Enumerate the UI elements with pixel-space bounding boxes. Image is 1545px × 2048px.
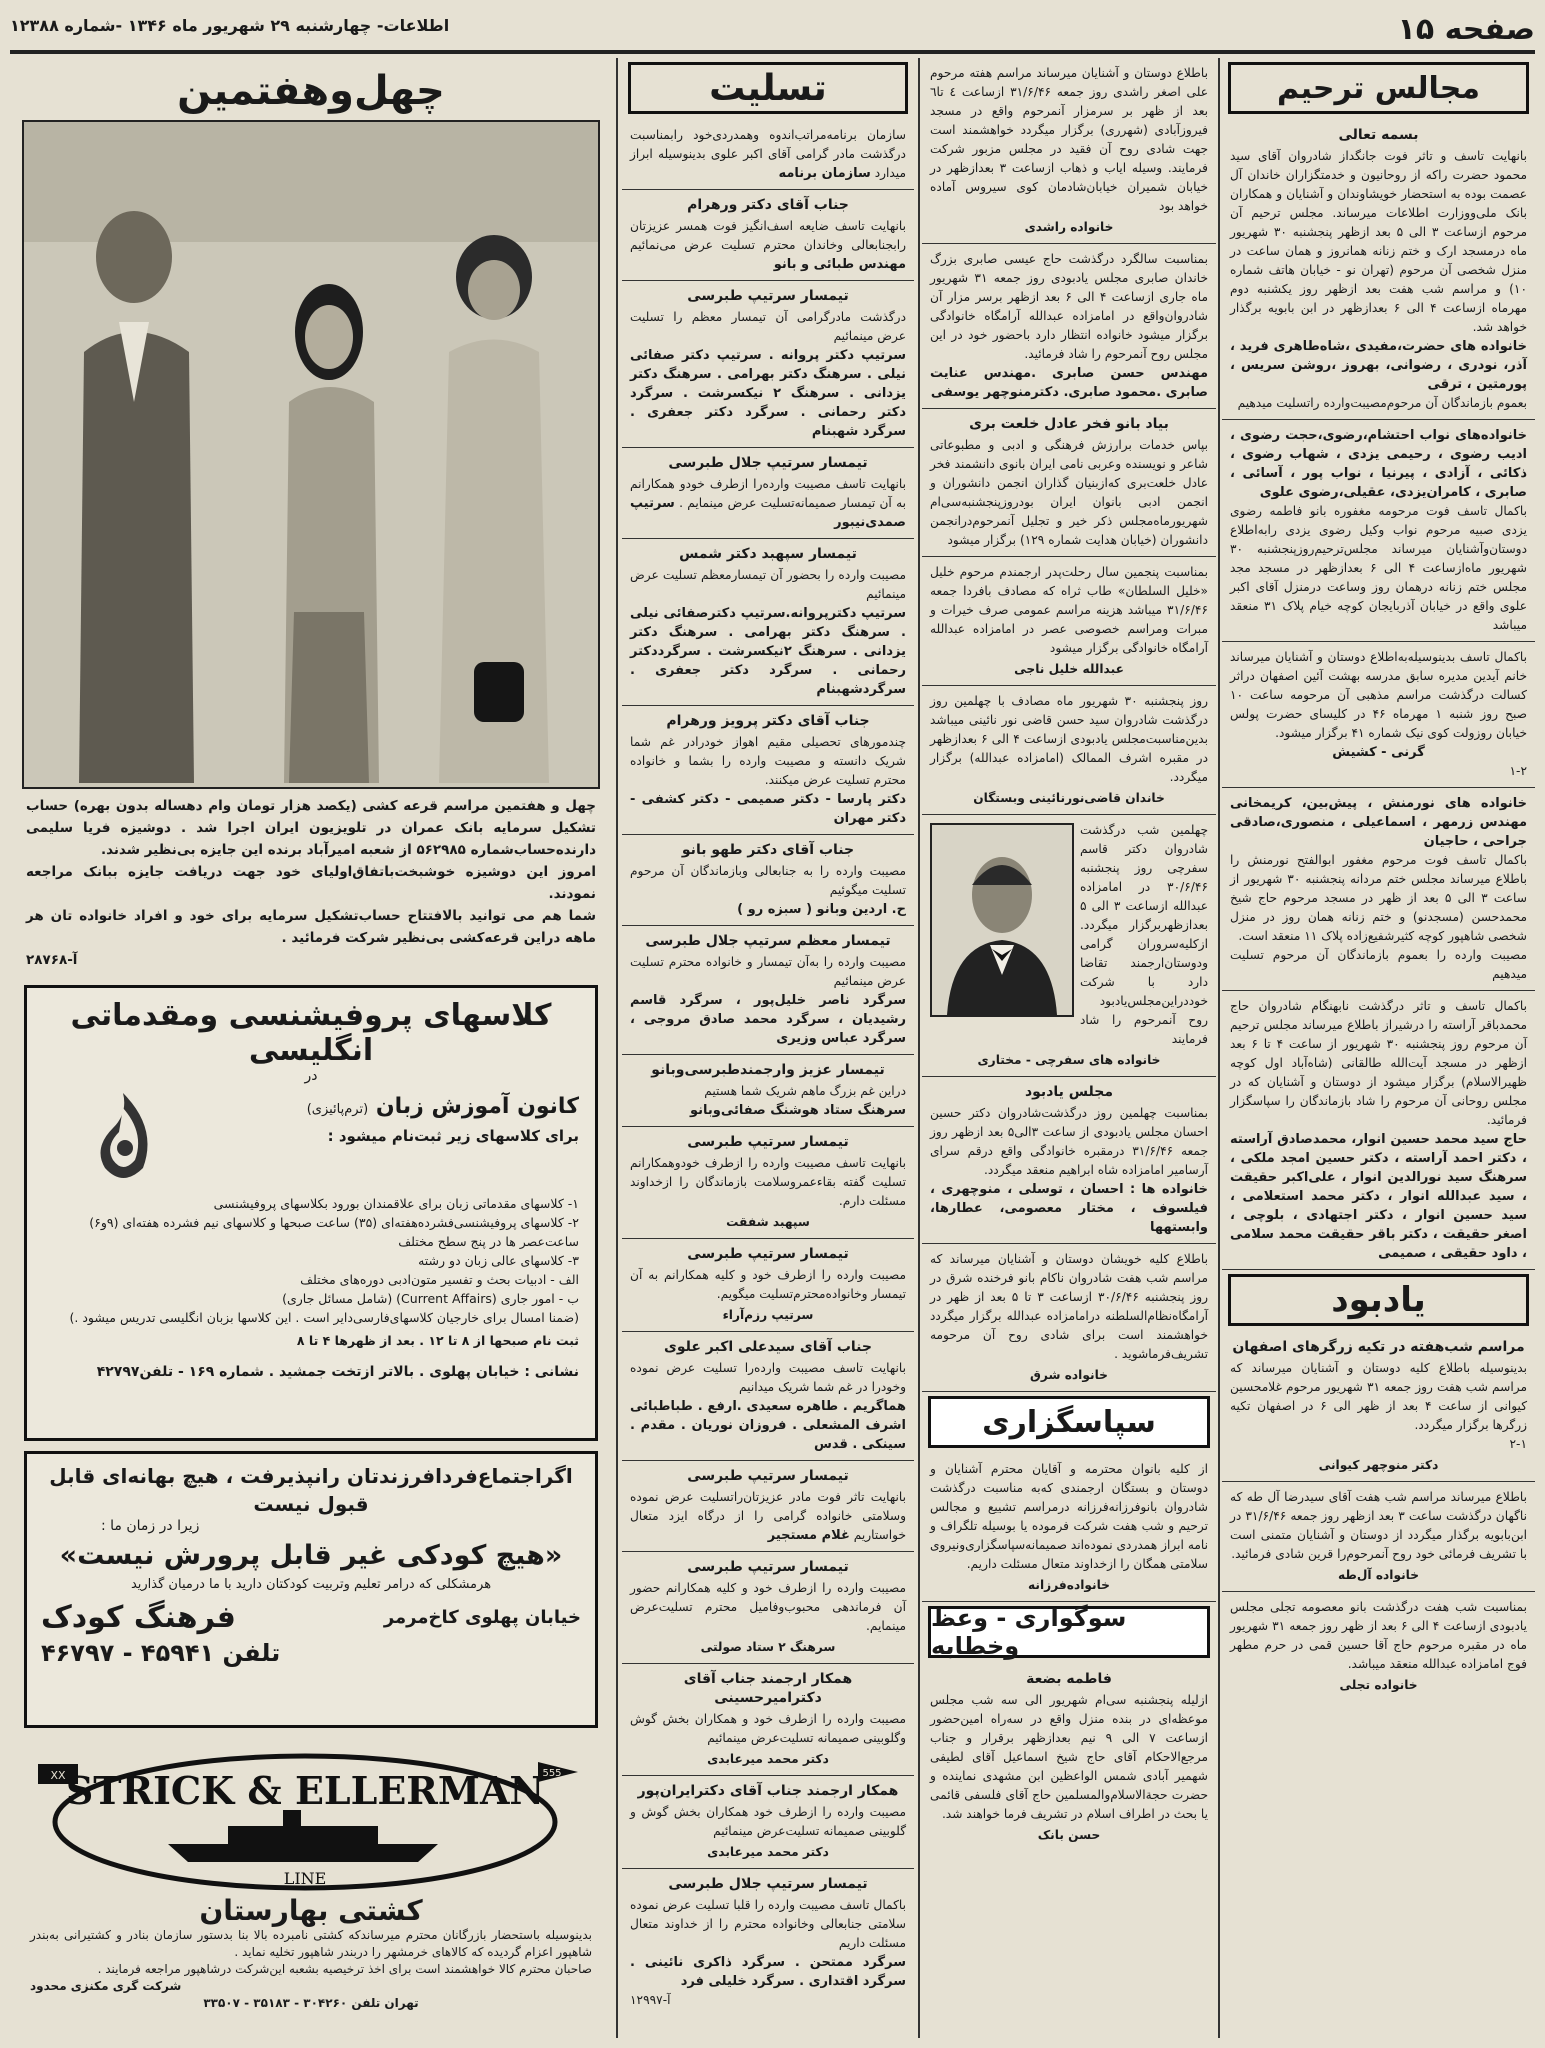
notice: تیمسار عزیز وارجمندطبرسی‌وبانو دراین غم بزرگ ماهم شریک شما هستیم سرهنگ ستاد هوشنگ صفائی‌وبانو [622,1055,914,1127]
notice: باطلاع دوستان و آشنایان میرساند مراسم هفته مرحوم علی اصغر راشدی روز جمعه ۳۱/۶/۴۶ ازساعت ٤ تا٦ بعد از ظهر بر سرمزار آنمرحوم واقع در مسجد فیروزآبادی (شهرری) برگزار میگردد خواهشمند است جهت شادی روح آن فقید در مجلس مزبور شرکت فرمایند. وسیله ایاب و ذهاب ازساعت ۳ بعدازظهر در خیابان شمیران خیابان‌شادمان کوی سیروس آماده خواهد بود خانواده راشدی [922,58,1216,244]
portrait-image [932,825,1072,1015]
lottery-caption: چهل و هفتمین مراسم قرعه کشی (یکصد هزار تومان وام دهساله بدون بهره) حساب تشکیل سرمایه بانک عمران در تلویزیون ایران اجرا شد . دوشیزه فریا سلیمی دارنده‌حساب‌شماره ۵۶۲۹۸۵ از شعبه امیرآباد برنده این جایزه بی‌نظیر شدند. امروز این دوشیزه خوشبخت‌باتفاق‌اولیای خود جهت دریافت جایزه ببانک مراجعه نمودند. شما هم می توانید بالافتتاح حساب‌تشکیل سرمایه برای خود و افراد خانواده تان هر ماهه دراین قرعه‌کشی بی‌نظیر شرکت فرمائید . آ-۲۸۷۶۸ [26,798,596,968]
column-rule [918,58,920,2038]
notice: تیمسار سرتیپ طبرسی مصیبت وارده را ازطرف خود و کلیه همکارانم حضور آن فرماندهی محبوب‌وفامیل محترم تسلیت‌عرض مینمایم. سرهنگ ۲ ستاد صولتی [622,1552,914,1664]
notice: تیمسار سرتیپ جلال طبرسی باکمال تاسف مصیبت وارده را قلبا تسلیت عرض نموده سلامتی جنابعالی وخانواده محترم را از خداوند متعال مسئلت داریم سرگرد ممتحن . سرگرد ذاکری نائینی . سرگرد اقتداری . سرگرد خلیلی فرد آ-۱۲۹۹۷ [630,1876,906,2007]
section-banner-thanks: سپاسگزاری [928,1396,1210,1448]
notice: باطلاع میرساند مراسم شب هفت آقای سیدرضا آل طه که ناگهان درگذشت ساعت ۳ بعد ازظهر روز جمعه ۳۱/۶/۴۶ در ابن‌بابویه برگذار میگردد از دوستان و آشنایان متمنی است با تشریف فرمائی خود روح آنمرحوم‌را قرین شادی فرمائید. خانواده آل‌طه [1222,1482,1535,1592]
column-ads [12,58,610,2038]
notice: بمناسبت شب هفت درگذشت بانو معصومه تجلی مجلس یادبودی ازساعت ۴ الی ۶ بعد از ظهر روز جمعه ۳۱ شهریور ماه در مقبره مرحوم حاج آقا حسین قمی در حرم مطهر فوج امامزاده عبدالله منعقد میباشد. خانواده تجلی [1230,1600,1527,1692]
notice: باطلاع کلیه خویشان دوستان و آشنایان میرساند که مراسم شب هفت شادروان ناکام بانو فرخنده شرق در روز پنجشنبه ۳۰/۶/۴۶ ازساعت ۳ تا ۵ بعد از ظهر در آرامگاه‌نظام‌السلطنه درامامزاده عبدالله برگزار میگردد خواهشمند است برای شادی روح آن مرحومه تشریف‌فرماشوید . خانواده شرق [922,1244,1216,1392]
notice: بسمه تعالی بانهایت تاسف و تاثر فوت جانگداز شادروان آقای سید محمود حضرت راکه از روحانیون و خدمتگزاران خاندان آل عصمت بوده به استحضار خویشاوندان و آشنایان و همکاران بانک ملی‌ووزارت اطلاعات میرساند. مجلس ترحیم آن مرحوم ازساعت ۳ الی ۵ بعد ازظهر پنجشنبه ۳۰ شهریور ماه درمسجد ارک و ختم زنانه همانروز و همان ساعت در منزل شخصی آن مرحوم (تهران نو - خیابان هاتف شماره ۱۰) و مراسم شب هفت بعد ازظهر روز یکشنبه دوم مهرماه ازساعت ۴ الی ۶ بعدازظهر در ابن بابویه برگذار خواهد شد. خانواده های حضرت،مفیدی ،شاه‌طاهری فرید ، آذر، نودری ، رضوانی، بهروز ،روشن سریس ، پورمتین ، ترقی بعموم بازماندگان آن مرحوم‌مصیبت‌وارده راتسلیت میدهیم [1222,120,1535,420]
header-rule [10,50,1535,54]
notice-with-portrait: چهلمین شب درگذشت شادروان دکتر قاسم سفرچی روز پنجشنبه ۳۰/۶/۴۶ در امامزاده عبدالله ازساعت ۳ الی ۵ بعدازظهربرگزار میگردد. ازکلیه‌سروران گرامی ودوستان‌ارجمند تقاضا دارد با شرکت خود‌دراین‌مجلس‌یادبود روح آنمرحوم را شاد فرمایند خانواده های سفرچی - مختاری [922,815,1216,1077]
notice: تیمسار سرتیپ طبرسی بانهایت تاثر فوت مادر عزیزتان‌راتسلیت عرض نموده وسلامتی خانواده گرامی را از درگاه ایزد متعال خواستاریم غلام مستجیر [622,1461,914,1552]
section-banner-tasliat: تسلیت [628,62,908,114]
notice: روز پنجشنبه ۳۰ شهریور ماه مصادف با چهلمین روز درگذشت شادروان سید حسن قاضی نور نائینی میباشد بدین‌مناسبت‌مجلس یادبودی ازساعت ۴ الی ۶ بعدازظهر در مقبره اشرف الممالک (امامزاده عبدالله) برگزار میگردد. خاندان قاضی‌نورنائینی وبستگان [922,686,1216,815]
notice: بمناسبت سالگرد درگذشت حاج عیسی صابری بزرگ خاندان صابری مجلس یادبودی روز جمعه ۳۱ شهریور ماه جاری ازساعت ۴ الی ۶ بعد ازظهر برسر مزار آن شادروان‌واقع در امامزاده عبدالله آرامگاه خانوادگی برگزار میشود خانواده انتظار دارد باحضور خود در این مجلس روح آنمرحوم را شاد فرمائید. مهندس حسن صابری .مهندس عنایت صابری .محمود صابری. دکترمنوچهر یوسفی [922,244,1216,409]
notice: خانواده‌های نواب احتشام،رضوی،حجت رضوی ، ادیب رضوی ، رحیمی یزدی ، شهاب رضوی ، ذکائی ، آزادی ، پیرنیا ، نواب پور ، آسائی ، صابری ، کامران‌یزدی، عقیلی،رضوی علوی باکمال تاسف فوت مرحومه مغفوره بانو فاطمه رضوی یزدی صبیه مرحوم نواب وکیل رضوی یزدی رابه‌اطلاع دوستان‌وآشنایان میرساند مجلس‌ترحیم‌روزپنجشنبه ۳۰ شهریور ماه‌ازساعت ۴ الی ۶ بعدازظهر در مسجد مجد مجلس ختم زنانه درهمان روز وساعت درمنزل آقای اکبر علوی واقع در خیابان آذربایجان کوچه خیام پلاک ۳۱ منعقد میباشد [1222,420,1535,642]
page-header [10,8,1535,52]
column-memorials [922,58,1216,2038]
page-number: صفحه ۱۵ [1397,12,1535,47]
column-sympathy [622,58,914,2038]
column-condolence-gatherings [1222,58,1535,2038]
lottery-photo [22,120,600,789]
notice: تیمسار سرتیپ طبرسی بانهایت تاسف مصیبت وارده را ازطرف خودوهمکارانم تسلیت گفته بقاءعمروسلامت بازماندگان را ازخداوند مسئلت دارم. سپهبد شفقت [622,1127,914,1239]
notice: جناب آقای دکتر پرویز ورهرام چندمورهای تحصیلی مقیم اهواز خودرادر غم شما شریک دانسته و مصیبت وارده را بشما و خانواده محترم تسلیت عرض میکنند. دکتر پارسا - دکتر صمیمی - دکتر کشفی - دکتر مهران [622,706,914,835]
strick-ellerman-logo [30,1744,592,1894]
ad1-institute: کانون آموزش زبان (ترم‌پائیزی) [306,1094,579,1119]
notice: تیمسار معظم سرتیپ جلال طبرسی مصیبت وارده را به‌آن تیمسار و خانواده محترم تسلیت عرض مینمائیم سرگرد ناصر خلیل‌پور ، سرگرد قاسم رشیدیان ، سرگرد محمد صادق مروجی ، سرگرد عباس وزیری [622,926,914,1055]
portrait-photo [930,823,1074,1017]
notice: جناب آقای دکتر طهو بانو مصیبت وارده را به جنابعالی وبازماندگان آن مرحوم تسلیت میگوئیم ح. اردین وبانو ( سبزه رو ) [622,835,914,926]
notice: جناب آقای دکتر ورهرام بانهایت تاسف ضایعه اسف‌انگیز فوت همسر عزیزتان رابجنابعالی وخاندان محترم تسلیت عرض می‌نمائیم مهندس طبائی و بانو [622,190,914,281]
notice: باکمال تاسف و تاثر درگذشت نابهنگام شادروان حاج محمدباقر آراسته را درشیراز باطلاع میرساند مجلس ترحیم آن مرحوم روز پنجشنبه ۳۰ شهریور از ساعت ۴ تا ۶ بعد ازظهر در مسجد آیت‌الله طالقانی (شاه‌آباد اول کوچه ظهیرالاسلام) برگزار میشود از دوستان و آشنایان که در مجلس روحانی آن مرحوم را شاد بازماندگان را سپاسگزار فرمائید. حاج سید محمد حسین انوار، محمدصادق آراسته ، دکتر احمد آراسته ، دکتر حسین امجد ملکی ، سرهنگ سید نورالدین انوار ، علی‌اکبر حقیقت ، سید عبدالله انوار ، دکتر محمد استعلامی ، سید حسین انوار ، دکتر اجتهادی ، بلوچی ، اصغر حقیقت ، دکتر باقر حقیقت محمد سلامی ، داود حقیقی ، صمیمی [1222,991,1535,1270]
lottery-winners-image [24,122,598,783]
column-rule [616,58,618,2038]
notice: تیمسار سپهبد دکتر شمس مصیبت وارده را بحضور آن تیمسارمعظم تسلیت عرض مینمائیم سرتیپ دکترپروانه.سرتیپ دکترصفائی نیلی . سرهنگ دکتر بهرامی . سرهنگ دکتر یزدانی . سرهنگ ۲نیکسرشت . سرگرددکتر رحمانی . سرگرد دکتر جعفری . سرگردشهبنام [622,539,914,706]
notice: همکار ارجمند جناب آقای دکترایران‌پور مصیبت وارده را ازطرف خود همکاران بخش گوش و گلوبینی صمیمانه تسلیت‌عرض مینمائیم دکتر محمد میرعابدی [622,1776,914,1869]
ad2-brand: فرهنگ کودک [41,1600,236,1635]
lottery-title: چهل‌وهفتمین [177,68,445,114]
section-banner-mourning: سوگواری - وعظ وخطابه [928,1606,1210,1658]
ad1-headline: کلاسهای پروفیشنسی ومقدماتی انگلیسی [70,998,552,1068]
notice: بمناسبت پنجمین سال رحلت‌پدر ارجمندم مرحوم خلیل «خلیل السلطان» طاب ثراه که مصادف بافردا جمعه ۳۱/۶/۴۶ میباشد هزینه مراسم عمومی صرف خیرات و مبرات ومراسم خصوصی عصر در امامزاده عبدالله آرامگاه خانوادگی برگزار میشود عبدالله خلیل ناجی [922,557,1216,686]
notice: بیاد بانو فخر عادل خلعت بری بپاس خدمات برارزش فرهنگی و ادبی و مطبوعاتی شاعر و نویسنده وعربی نامی ایران بانوی دانشمند فخر عادل خلعت‌بری که‌ازبنیان گذاران انجمن دانشوران و انجمن ادبی بانوان ایران بود‌روز‌پنجشنبه‌سی‌ام شهریورماه‌مجلس ذکر خیر و تجلیل آنمرحوم‌درانجمن دانشوران (خیابان هدایت شماره ۱۲۹) برگزار میشود [922,409,1216,557]
notice: مراسم شب‌هفته در تکیه زرگرهای اصفهان بدینوسیله باطلاع کلیه دوستان و آشنایان میرساند که مراسم شب هفت روز جمعه ۳۱ شهریور مرحوم غلامحسین کیوانی از ساعت ۴ بعد از ظهر الی ۶ در اصفهان تکیه زرگرها برگزار میگردد. ۲-۱ دکتر منوچهر کیوانی [1222,1332,1535,1482]
ad-farhang-koudak: اگراجتماع‌فردا‌فرزندتان رانپذیرفت ، هیچ بهانه‌ای قابل قبول نیست زیرا در زمان ما : «هیچ کودکی غیر قابل پرورش نیست» هرمشکلی که درامر تعلیم وتربیت کودکتان دارید با ما درمیان گذارید خیابان پهلوی کاخ‌مرمر فرهنگ کودک تلفن ۴۵۹۴۱ - ۴۶۷۹۷ [24,1451,598,1728]
logo-text: STRICK & ELLERMAN [65,1768,545,1813]
notice: تیمسار سرتیپ طبرسی مصیبت وارده را ازطرف خود و کلیه همکارانم به آن تیمسار و‌خانواده‌محترم‌تسلیت میگویم. سرتیپ رزم‌آراء [622,1239,914,1332]
ad-language-classes: کلاسهای پروفیشنسی ومقدماتی انگلیسی در کانون آموزش زبان (ترم‌پائیزی) برای کلاسهای زیر ثبت‌نام میشود : ۱- کلاسهای مقدماتی زبان برای علاقمندان بورود بکلاسهای پروفیشنسی ۲- کلاسهای پروفیشنسی‌فشرده‌هفته‌ای (۳۵) ساعت صبحها و کلاسهای نیم فشرده هفته‌ای (۹و۶) ساعت‌عصر ها در پنج سطح مختلف ۳- کلاسهای عالی زبان دو رشته الف - ادبیات بحث و تفسیر متون‌ادبی دوره‌های مختلف ب - امور جاری (Current Affairs) (شامل مسائل جاری) (ضمنا امسال برای خارجیان کلاسهای‌فارسی‌دایر است . این کلاسها بزبان انگلیسی تدریس میشود .) ثبت نام صبحها از ۸ تا ۱۲ . بعد از ظهرها ۴ تا ۸ نشانی : خیابان پهلوی . بالاتر ازتخت جمشید . شماره ۱۶۹ - تلفن۴۲۷۹۷ [24,985,598,1441]
flag-right-text: 555 [542,1768,562,1779]
issue-info: اطلاعات- چهارشنبه ۲۹ شهریور ماه ۱۳۴۶ -شماره ۱۲۳۸۸ [10,16,450,35]
ad1-paisley-icon [83,1088,163,1188]
notice: تیمسار سرتیپ جلال طبرسی بانهایت تاسف مصیبت وارده‌را ازطرف خودو همکارانم به آن تیمسار صمیمانه‌تسلیت عرض مینمایم . سرتیپ صمدی‌نیبور [622,448,914,539]
ship-logo-icon [24,1744,592,1894]
notice: مجلس یادبود بمناسبت چهلمین روز درگذشت‌شادروان دکتر حسین احسان مجلس یادبودی از ساعت ۳الی۵ بعد ازظهر روز جمعه ۳۱/۶/۴۶ درمقبره خانوادگی واقع درقم سرای آرسامیر امامزاده شاه ابراهیم منعقد میگردد. خانواده ها : احسان ، توسلی ، منوچهری ، فیلسوف ، مختار معصومی، عطارها، وابستهها [922,1077,1216,1244]
notice: باکمال تاسف بدینوسیله‌به‌اطلاع دوستان و آشنایان میرساند خانم آیدین مدیره سابق مدرسه بهشت آئین اصفهان دراثر کسالت درگذشت مراسم مذهبی آن مرحومه ساعت ۱۰ صبح روز شنبه ۱ مهرماه ۴۶ در کلیسای حضرت پولس خیابان روزولت کوی نیک شماره ۴۱ برگزار میشود. گرنی - کشیش ۱-۲ [1222,642,1535,788]
ad-shipping: STRICK & ELLERMAN LINE XX 555 کشتی بهارستان بدینوسیله باستحضار بازرگانان محترم میرساندکه کشتی نامبرده بالا بنا بدستور سازمان بنادر و کشتیرانی به‌بندر شاهپور اعزام گردیده که کالاهای خرمشهر را دربندر شاهپور تخلیه نماید . صاحبان محترم کالا خواهشمند است برای اخذ ترخیصیه بشعبه این‌شرکت درشاهپور مراجعه فرمایند . شرکت گری مکنزی محدود تهران تلفن ۳۰۴۲۶۰ - ۳۵۱۸۳ - ۳۳۵۰۷ [24,1738,598,2038]
notice: همکار ارجمند جناب آقای دکترامیرحسینی مصیبت وارده را ازطرف خود و همکاران بخش گوش وگلوبینی صمیمانه تسلیت‌عرض مینمائیم دکتر محمد میرعابدی [622,1664,914,1776]
logo-sub: LINE [283,1869,327,1888]
section-banner-yadbud: یادبود [1228,1274,1529,1326]
flag-left-text: XX [50,1769,66,1782]
notice: سازمان برنامه‌مراتب‌اندوه وهمدردی‌خود رابمناسبت درگذشت مادر گرامی آقای اکبر علوی بدینوسیله ابراز میدارد سازمان برنامه [622,120,914,190]
ad1-address: نشانی : خیابان پهلوی . بالاتر ازتخت جمشید . شماره ۱۶۹ - تلفن۴۲۷۹۷ [96,1364,579,1380]
notice: جناب آقای سیدعلی اکبر علوی بانهایت تاسف مصیبت وارده‌را تسلیت عرض نموده وخودرا در غم شما شریک میدانیم هماگریم . طاهره سعیدی .ارفع . طباطبائی اشرف المشعلی . فروزان نوریان . مقدم . سینکی . قدس [622,1332,914,1461]
section-banner-majales: مجالس ترحیم [1228,62,1529,114]
column-rule [1218,58,1220,2038]
notice: تیمسار سرتیپ طبرسی درگذشت مادرگرامی آن تیمسار معظم را تسلیت عرض مینمائیم سرتیپ دکتر پروانه . سرتیپ دکتر صفائی نیلی . سرهنگ دکتر بهرامی . سرهنگ دکتر یزدانی . سرهنگ ۲ نیکسرشت . سرگرد دکتر رحمانی . سرگرد دکتر جعفری . سرگرد شهبنام [622,281,914,448]
notice: خانواده های نورمنش ، پیش‌بین، کریمخانی مهندس زرمهر ، اسماعیلی ، منصوری،صادقی جراحی ، حاجیان باکمال تاسف فوت مرحوم مغفور ابوالفتح نورمنش را باطلاع میرساند مجلس ختم مردانه پنجشنبه ۳۰ شهریور از ساعت ۳ الی ۵ بعد از ظهر در مسجد مرحوم حاج شیخ محمدحسن (مسجدنو) و ختم زنانه همان روز در منزل شخصی شاهپور کوچه کثیرشفیع‌زاده پلاک ۱۱ منعقد است. مصیبت وارده را بعموم بازماندگان آن مرحوم تسلیت میدهیم [1222,788,1535,991]
notice: فاطمه بضعة ازلیله پنجشنبه سی‌ام شهریور الی سه شب مجلس موعظه‌ای در بنده منزل واقع در سه‌راه امین‌حضور ازساعت ۷ الی ۹ نیم بعدازظهر برقرار و جناب مرجع‌الاحکام آقای حاج شیخ اسماعیل آقای لطیفی شهمیر آبادی شمس الواعظین ابن مشهدی نماینده و حضرت حجة‌الاسلام‌والمسلمین حاج آقای فلسفی قائمی یا بحث در اطراف اسلام در تشریف فرما خواهند شد. حسن بانک [930,1671,1208,1842]
notice: از کلیه بانوان محترمه و آقایان محترم آشنایان و دوستان و بستگان ارجمندی که‌به مناسبت درگذشت شادروان بانوفرزانه‌فرزانه درمراسم تشییع و مجالس ترحیم و شب هفت شرکت فرموده یا بوسیله تلگراف و نامه ابراز همدردی نموده‌اند صمیمانه‌سپاسگزاری‌ونیروی سلامتی همگان را ازخداوند متعال مسئلت داریم. خانواده‌فرزانه [922,1454,1216,1602]
